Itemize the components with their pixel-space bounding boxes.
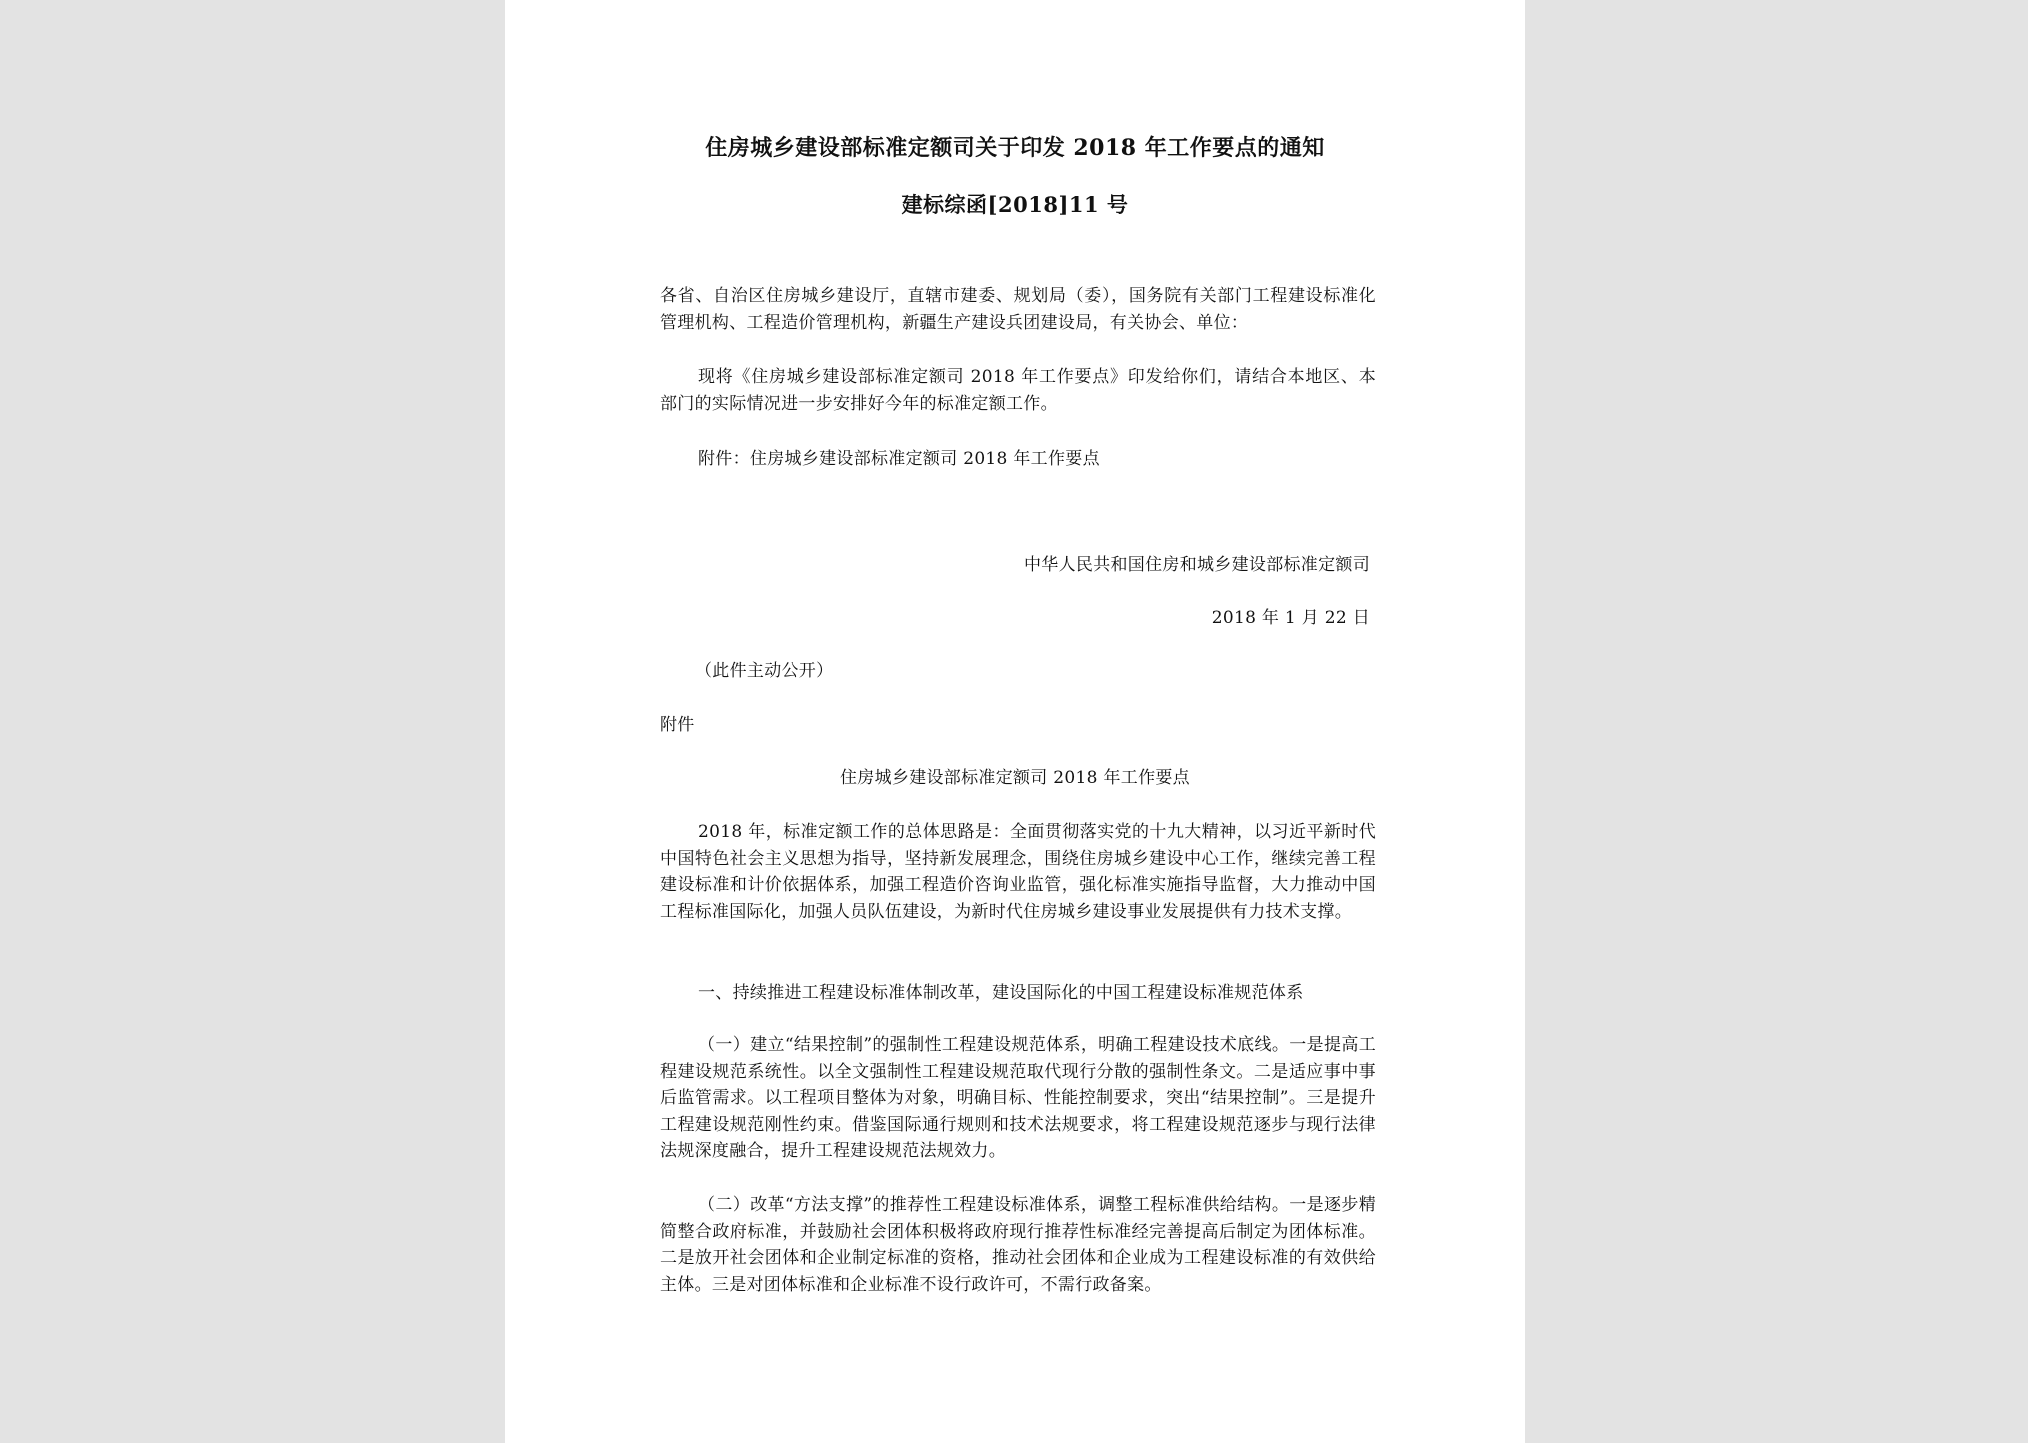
- document-title: 住房城乡建设部标准定额司关于印发 2018 年工作要点的通知: [705, 135, 1325, 161]
- addressee-paragraph: 各省、自治区住房城乡建设厅，直辖市建委、规划局（委），国务院有关部门工程建设标准化管理机构、工程造价管理机构，新疆生产建设兵团建设局，有关协会、单位：: [660, 286, 1376, 333]
- appendix-intro-paragraph: 2018 年，标准定额工作的总体思路是：全面贯彻落实党的十九大精神，以习近平新时代中国特色社会主义思想为指导，坚持新发展理念，围绕住房城乡建设中心工作，继续完善工程建设标准和计价依据体系，加强工程造价咨询业监管，强化标准实施指导监督，大力推动中国工程标准国际化，加强人员队伍建设，为新时代住房城乡建设事业发展提供有力技术支撑。: [660, 822, 1376, 922]
- disclosure-note: （此件主动公开）: [695, 661, 834, 681]
- document-page: [505, 0, 1525, 1443]
- section-item-paragraph: （一）建立“结果控制”的强制性工程建设规范体系，明确工程建设技术底线。一是提高工程建设规范系统性。以全文强制性工程建设规范取代现行分散的强制性条文。二是适应事中事后监管需求。以工程项目整体为对象，明确目标、性能控制要求，突出“结果控制”。三是提升工程建设规范刚性约束。借鉴国际通行规则和技术法规要求，将工程建设规范逐步与现行法律法规深度融合，提升工程建设规范法规效力。: [660, 1035, 1376, 1161]
- attachment-line: 附件：住房城乡建设部标准定额司 2018 年工作要点: [698, 449, 1100, 469]
- appendix-title: 住房城乡建设部标准定额司 2018 年工作要点: [840, 768, 1190, 788]
- body-paragraph: 现将《住房城乡建设部标准定额司 2018 年工作要点》印发给你们，请结合本地区、本部门的实际情况进一步安排好今年的标准定额工作。: [660, 367, 1376, 414]
- section-heading: 一、持续推进工程建设标准体制改革，建设国际化的中国工程建设标准规范体系: [698, 983, 1304, 1003]
- section-item-paragraph: （二）改革“方法支撑”的推荐性工程建设标准体系，调整工程标准供给结构。一是逐步精简整合政府标准，并鼓励社会团体积极将政府现行推荐性标准经完善提高后制定为团体标准。二是放开社会团体和企业制定标准的资格，推动社会团体和企业成为工程建设标准的有效供给主体。三是对团体标准和企业标准不设行政许可，不需行政备案。: [660, 1195, 1376, 1295]
- issuer-name: 中华人民共和国住房和城乡建设部标准定额司: [1024, 555, 1370, 575]
- appendix-label: 附件: [660, 715, 695, 735]
- document-number: 建标综函[2018]11 号: [901, 192, 1129, 217]
- issue-date: 2018 年 1 月 22 日: [1211, 608, 1370, 628]
